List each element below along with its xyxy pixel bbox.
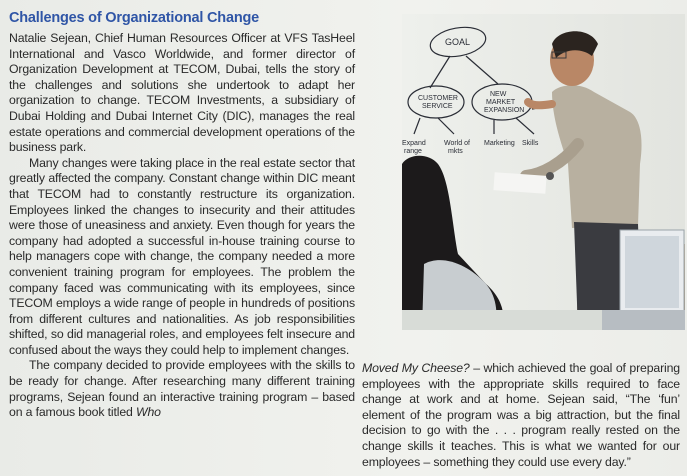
svg-text:mkts: mkts xyxy=(448,148,463,155)
book-title-start: Who xyxy=(135,405,161,420)
book-title-end: Moved My Cheese? xyxy=(362,361,470,375)
svg-text:NEW: NEW xyxy=(490,91,507,98)
paragraph-changes: Many changes were taking place in the real estate sector that greatly affected the company. Constant change within DIC meant that TECOM had to constantly restructure its organization. Employees linked the changes to insecurity and their attitudes were those of uneasiness and anxiety. Even though for years the company had adopted a successful in-house training course to help managers cope with change, the company needed a more convenient training program for employees. The problem the company faced was communicating with its employees, since TECOM employs a wide range of people in hundreds of positions from different cultures and nationalities. As job responsibilities shifted, so did managerial roles, and employees felt insecure and confused about the ways they could help to implement changes. xyxy=(9,155,355,357)
paragraph-decision-text: The company decided to provide employees with the skills to be ready for change. After researching many different training programs, Sejean found an interactive training program – based on a famous book titled xyxy=(9,358,355,420)
paragraph-intro: Natalie Sejean, Chief Human Resources Officer at VFS TasHeel International and Vasco Worldwide, and former director of Organization Development at TECOM, Dubai, tells the story of the challenges and solutions she undertook to adapt her organization to change. TECOM Investments, a subsidiary of Dubai Holding and Dubai Internet City (DIC), manages the real estate operations and commercial development operations of the business park. xyxy=(9,31,355,155)
paragraph-continued xyxy=(362,361,680,470)
photo-illustration xyxy=(402,14,685,330)
right-column xyxy=(362,361,680,470)
section-heading: Challenges of Organizational Change xyxy=(9,10,260,26)
svg-text:CUSTOMER: CUSTOMER xyxy=(418,95,458,102)
svg-text:range: range xyxy=(404,148,422,155)
svg-text:Marketing: Marketing xyxy=(484,140,515,147)
svg-text:GOAL: GOAL xyxy=(445,37,471,47)
svg-text:SERVICE: SERVICE xyxy=(422,103,453,110)
left-column xyxy=(9,31,355,421)
desk xyxy=(402,310,602,330)
svg-text:Expand: Expand xyxy=(402,140,426,147)
svg-text:World of: World of xyxy=(444,140,470,147)
paragraph-continued-text: – which achieved the goal of preparing employees with the appropriate skills required to face change at work and at home. Sejean said, “The ‘fun’ element of the program was a big attraction, but the final decision to go with the . . . program really rested on the change skills it teaches. This is what we wanted for our employees – something they could use every day.” xyxy=(362,361,680,469)
paragraph-decision xyxy=(9,358,355,420)
svg-text:Skills: Skills xyxy=(522,140,539,147)
svg-text:EXPANSION: EXPANSION xyxy=(484,107,525,114)
svg-text:MARKET: MARKET xyxy=(486,99,516,106)
classroom-photo xyxy=(402,14,685,330)
